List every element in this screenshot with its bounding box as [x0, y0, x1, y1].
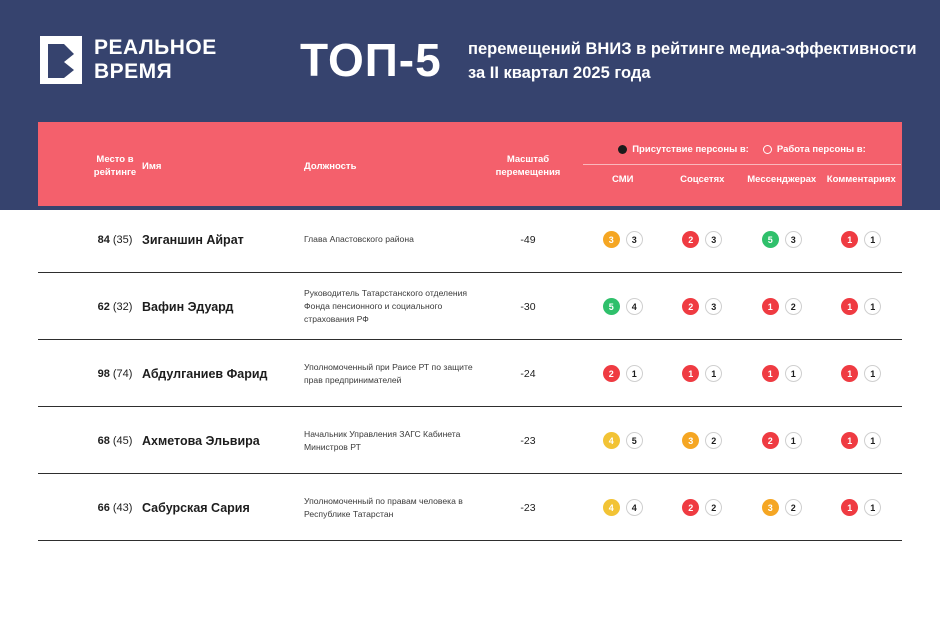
work-badge: 1: [864, 231, 881, 248]
cell-scale: -23: [520, 434, 536, 447]
metric-smi: [583, 407, 663, 474]
metric-socseti: [663, 407, 743, 474]
legend-presence-label: Присутствие персоны в:: [632, 144, 749, 155]
work-badge: 1: [864, 499, 881, 516]
work-badge: 1: [864, 365, 881, 382]
presence-badge: 2: [682, 499, 699, 516]
column-header-scale: [478, 154, 578, 180]
cell-place: [78, 273, 152, 340]
legend-work: [763, 144, 866, 155]
cell-name: Ахметова Эльвира: [142, 433, 260, 448]
work-badge: 3: [785, 231, 802, 248]
presence-badge: 1: [841, 499, 858, 516]
top-title: ТОП-5: [300, 34, 442, 86]
work-badge: 2: [785, 499, 802, 516]
presence-badge: 2: [762, 432, 779, 449]
cell-scale: -24: [520, 367, 536, 380]
metric-messengers: [742, 474, 822, 541]
column-header-scale-line1: Масштаб: [506, 154, 550, 165]
work-badge: 1: [785, 432, 802, 449]
cell-name: Зиганшин Айрат: [142, 232, 244, 247]
work-badge: 4: [626, 499, 643, 516]
metric-comments: [822, 206, 902, 273]
header-subtitle-line-2: за II квартал 2025 года: [468, 63, 651, 82]
metric-comments: [822, 340, 902, 407]
work-badge: 1: [864, 432, 881, 449]
subcolumn-header-socseti: Соцсетях: [680, 174, 725, 185]
presence-badge: 2: [603, 365, 620, 382]
table-row: [38, 206, 902, 273]
logo-text: [94, 36, 217, 83]
presence-badge: 3: [762, 499, 779, 516]
logo: [40, 36, 217, 84]
place-current: 68: [97, 434, 110, 447]
header-subtitle: [468, 38, 918, 86]
metric-messengers: [742, 340, 822, 407]
place-previous: (45): [112, 434, 133, 447]
subcolumn-headers: [583, 174, 901, 185]
presence-badge: 5: [603, 298, 620, 315]
cell-name: Сабурская Сария: [142, 500, 250, 515]
cell-metrics: [583, 206, 901, 273]
column-header-place-line2: рейтинге: [93, 166, 137, 178]
ranking-table: [38, 122, 902, 541]
metric-smi: [583, 206, 663, 273]
column-header-place-line1: Место в: [96, 154, 134, 165]
metric-messengers: [742, 206, 822, 273]
presence-badge: 3: [603, 231, 620, 248]
cell-position: Глава Апастовского района: [304, 234, 414, 245]
work-badge: 1: [785, 365, 802, 382]
metric-smi: [583, 474, 663, 541]
presence-badge: 4: [603, 432, 620, 449]
column-header-scale-line2: перемещения: [495, 166, 561, 178]
cell-metrics: [583, 340, 901, 407]
cell-name: Вафин Эдуард: [142, 299, 234, 314]
presence-badge: 1: [762, 298, 779, 315]
table-row: [38, 273, 902, 340]
column-header-place: [78, 154, 152, 180]
place-current: 62: [97, 300, 110, 313]
metric-messengers: [742, 407, 822, 474]
metric-messengers: [742, 273, 822, 340]
cell-place: [78, 407, 152, 474]
table-row: [38, 340, 902, 407]
presence-badge: 1: [841, 298, 858, 315]
metric-comments: [822, 474, 902, 541]
presence-badge: 2: [682, 298, 699, 315]
work-badge: 1: [705, 365, 722, 382]
presence-badge: 3: [682, 432, 699, 449]
cell-position: Руководитель Татарстанского отделения Фонда пенсионного и социального страхования РФ: [304, 288, 468, 324]
table-header: [38, 122, 902, 206]
cell-metrics: [583, 273, 901, 340]
logo-line-2: ВРЕМЯ: [94, 60, 173, 83]
table-row: [38, 474, 902, 541]
metric-socseti: [663, 474, 743, 541]
work-badge: 4: [626, 298, 643, 315]
presence-badge: 1: [682, 365, 699, 382]
column-header-name: Имя: [142, 161, 162, 172]
cell-metrics: [583, 474, 901, 541]
presence-badge: 1: [762, 365, 779, 382]
work-badge: 3: [705, 231, 722, 248]
work-badge: 3: [626, 231, 643, 248]
subcolumn-header-messengers: Мессенджерах: [747, 174, 817, 185]
filled-dot-icon: [618, 145, 627, 154]
presence-badge: 4: [603, 499, 620, 516]
presence-badge: 1: [841, 432, 858, 449]
cell-position: Начальник Управления ЗАГС Кабинета Министров РТ: [304, 428, 461, 452]
logo-line-1: РЕАЛЬНОЕ: [94, 36, 217, 60]
subcolumn-header-smi: СМИ: [612, 174, 634, 185]
presence-badge: 5: [762, 231, 779, 248]
work-badge: 2: [705, 499, 722, 516]
cell-place: [78, 206, 152, 273]
realnoe-vremya-logo-icon: [40, 36, 82, 84]
hollow-dot-icon: [763, 145, 772, 154]
work-badge: 2: [785, 298, 802, 315]
place-previous: (43): [112, 501, 133, 514]
metric-smi: [583, 273, 663, 340]
metric-socseti: [663, 273, 743, 340]
legend-divider: [583, 164, 901, 165]
table-row: [38, 407, 902, 474]
header-subtitle-line-1: перемещений ВНИЗ в рейтинге медиа-эффективности: [468, 40, 917, 58]
place-previous: (74): [112, 367, 133, 380]
work-badge: 1: [626, 365, 643, 382]
cell-name: Абдулганиев Фарид: [142, 366, 268, 381]
cell-metrics: [583, 407, 901, 474]
presence-badge: 1: [841, 365, 858, 382]
metric-socseti: [663, 340, 743, 407]
cell-place: [78, 340, 152, 407]
legend-work-label: Работа персоны в:: [776, 144, 866, 155]
cell-scale: -30: [520, 300, 536, 313]
metric-smi: [583, 340, 663, 407]
place-current: 84: [97, 233, 110, 246]
metric-comments: [822, 273, 902, 340]
presence-badge: 2: [682, 231, 699, 248]
column-header-position: Должность: [304, 161, 357, 172]
subcolumn-header-comments: Комментариях: [826, 174, 896, 185]
metric-socseti: [663, 206, 743, 273]
work-badge: 1: [864, 298, 881, 315]
table-body: [38, 206, 902, 541]
cell-place: [78, 474, 152, 541]
place-current: 66: [97, 501, 110, 514]
place-previous: (32): [112, 300, 133, 313]
cell-position: Уполномоченный при Раисе РТ по защите прав предпринимателей: [304, 361, 473, 385]
legend-presence: [618, 144, 749, 155]
work-badge: 3: [705, 298, 722, 315]
work-badge: 5: [626, 432, 643, 449]
cell-scale: -23: [520, 501, 536, 514]
place-current: 98: [97, 367, 110, 380]
work-badge: 2: [705, 432, 722, 449]
cell-position: Уполномоченный по правам человека в Республике Татарстан: [304, 495, 463, 519]
presence-badge: 1: [841, 231, 858, 248]
legend: [583, 144, 901, 155]
metric-comments: [822, 407, 902, 474]
place-previous: (35): [112, 233, 133, 246]
cell-scale: -49: [520, 233, 536, 246]
